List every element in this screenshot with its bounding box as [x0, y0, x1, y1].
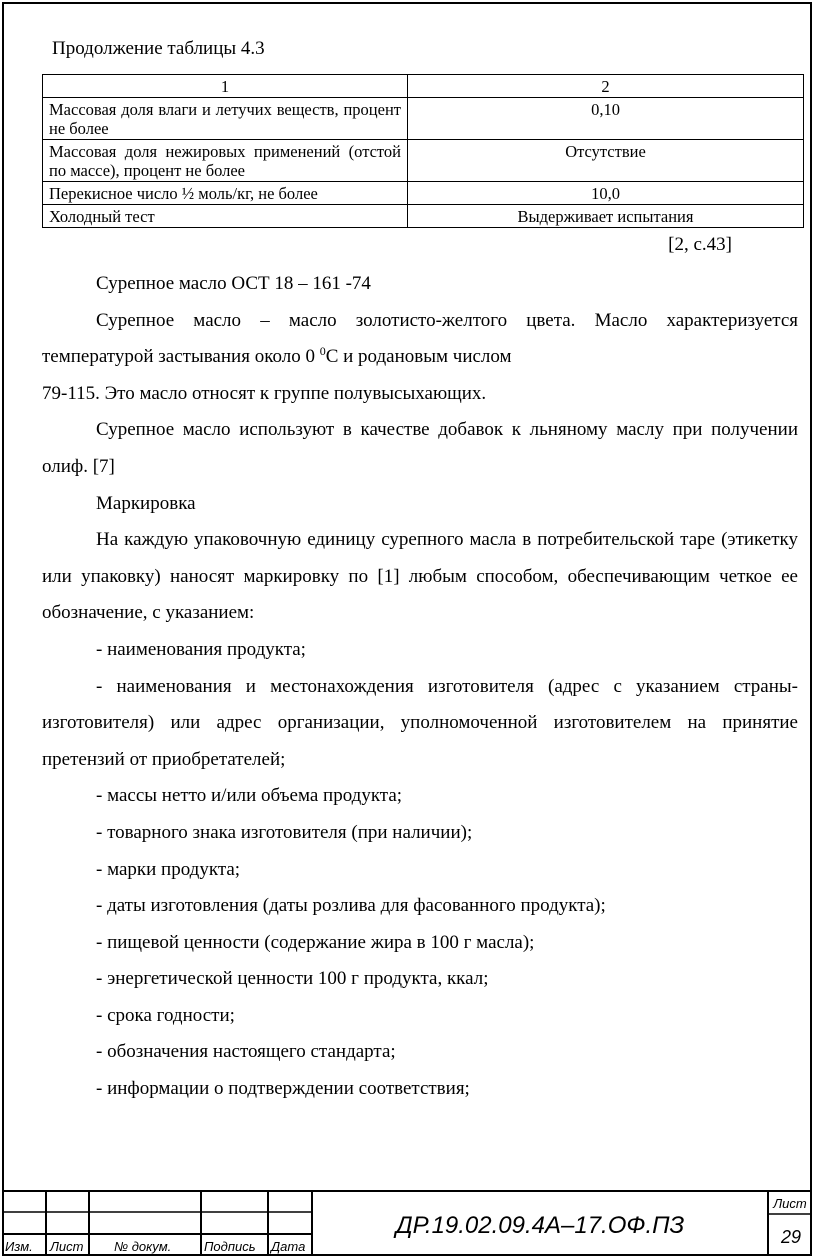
stamp-label-doc: № докум.	[114, 1239, 172, 1254]
stamp-label-sign: Подпись	[204, 1239, 256, 1254]
table-cell-name: Массовая доля влаги и летучих веществ, процент не более	[43, 98, 408, 140]
marking-title: Маркировка	[96, 492, 196, 514]
paragraph-text: С и родановым числом	[325, 346, 512, 368]
table-cell-value: 10,0	[408, 182, 804, 205]
sheet-number: 29	[780, 1227, 802, 1247]
stamp-label-list: Лист	[50, 1239, 84, 1254]
table-cell-value: Отсутствие	[408, 140, 804, 182]
list-item: - пищевой ценности (содержание жира в 100 г масла);	[96, 931, 535, 953]
table-caption: Продолжение таблицы 4.3	[52, 38, 265, 59]
sheet-label: Лист	[773, 1196, 807, 1211]
list-item: - наименования продукта;	[96, 638, 306, 660]
table-header-cell: 1	[43, 75, 408, 98]
table-cell-value: 0,10	[408, 98, 804, 140]
list-item: - срока годности;	[96, 1004, 235, 1026]
list-item: - товарного знака изготовителя (при наличии);	[96, 821, 473, 843]
document-designation: ДР.19.02.09.4А–17.ОФ.ПЗ	[395, 1212, 685, 1239]
stamp-label-izm: Изм.	[5, 1239, 33, 1254]
table-header-cell: 2	[408, 75, 804, 98]
stamp-label-date: Дата	[271, 1239, 306, 1254]
table-reference: [2, с.43]	[668, 234, 732, 255]
table-cell-value: Выдерживает испытания	[408, 205, 804, 228]
paragraph: На каждую упаковочную единицу сурепного масла в потребительской таре (этикетку или упаковку) наносят маркировку по [1] любым способом, обеспечивающим четкое ее обозначение, с указанием:	[42, 529, 798, 624]
table-cell-name: Массовая доля нежировых применений (отстой по массе), процент не более	[43, 140, 408, 182]
list-item: - обозначения настоящего стандарта;	[96, 1041, 396, 1063]
list-item: - марки продукта;	[96, 858, 241, 880]
degree-superscript: 0	[319, 344, 326, 359]
paragraph-text: Сурепное масло – масло золотисто-желтого цвета. Масло характеризуется температурой застывания около 0	[42, 309, 798, 368]
paragraph: Сурепное масло используют в качестве добавок к льняному маслу при получении олиф. [7]	[42, 419, 798, 477]
list-item: - наименования и местонахождения изготовителя (адрес с указанием страны-изготовителя) или адрес организации, уполномоченной изготовителем на принятие претензий от приобретателей;	[42, 675, 798, 770]
table-cell-name: Перекисное число ½ моль/кг, не более	[43, 182, 408, 205]
list-item: - информации о подтверждении соответствия;	[96, 1078, 470, 1100]
paragraph: 79-115. Это масло относят к группе полувысыхающих.	[42, 382, 487, 404]
section-title: Сурепное масло ОСТ 18 – 161 -74	[96, 273, 371, 294]
list-item: - массы нетто и/или объема продукта;	[96, 785, 403, 807]
table-cell-name: Холодный тест	[43, 205, 408, 228]
list-item: - даты изготовления (даты розлива для фасованного продукта);	[96, 895, 606, 917]
list-item: - энергетической ценности 100 г продукта, ккал;	[96, 968, 489, 990]
